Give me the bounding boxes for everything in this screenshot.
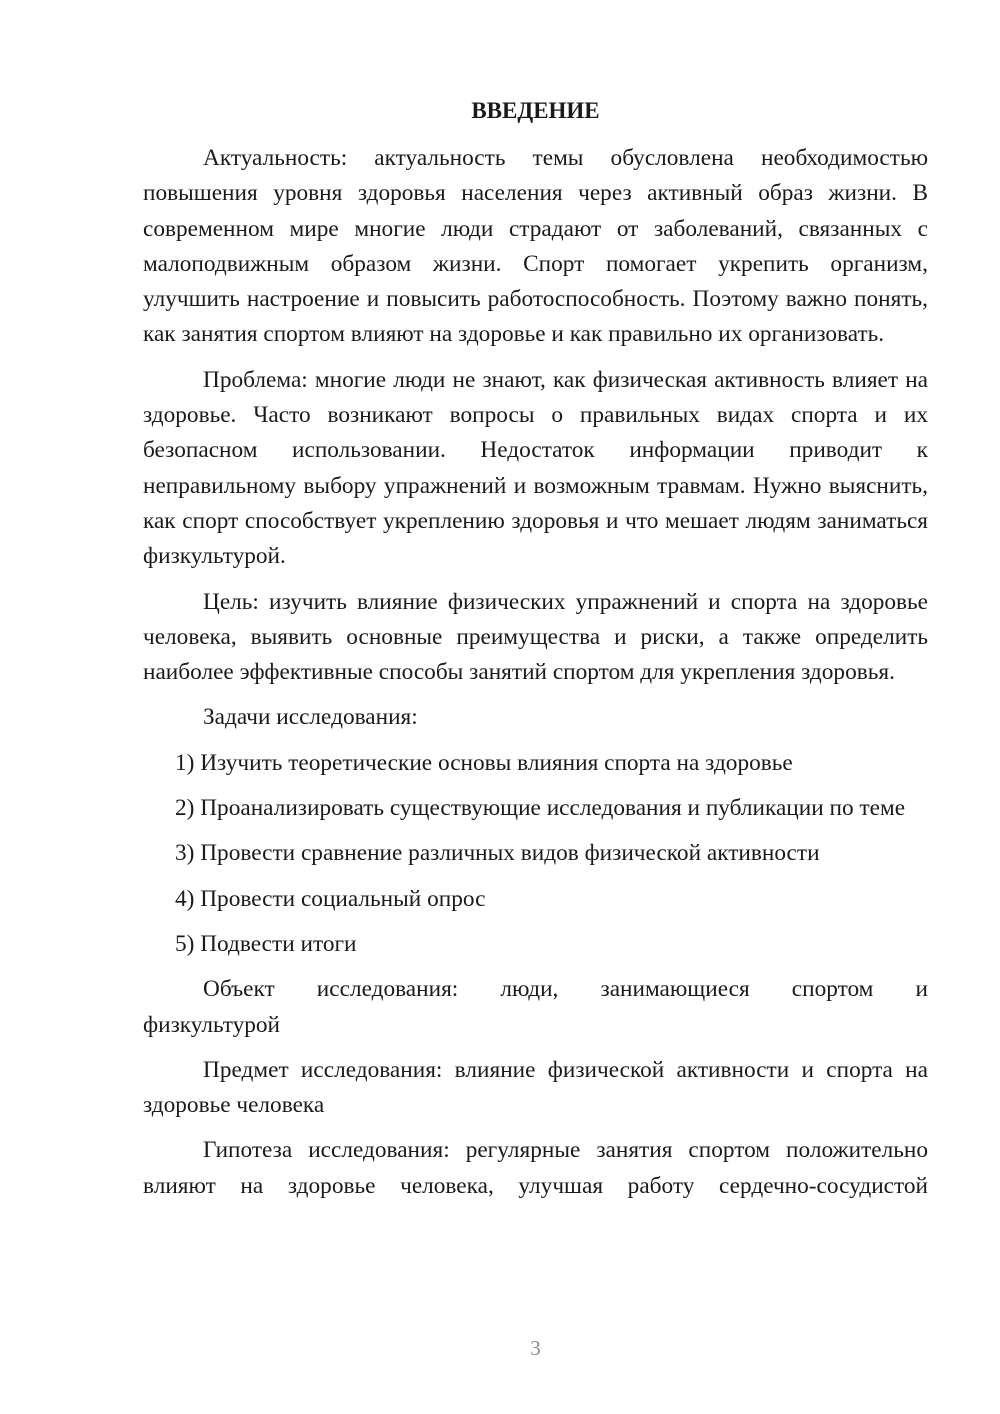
task-item-3: 3) Провести сравнение различных видов физической активности [175,840,820,867]
task-item-5: 5) Подвести итоги [175,930,357,957]
paragraph-subject: Предмет исследования: влияние физической активности и спорта на здоровье человека [143,1056,928,1119]
document-body [143,141,928,1214]
task-item-4: 4) Провести социальный опрос [175,885,486,912]
page-number: 3 [530,1336,541,1360]
paragraph-hypothesis: Гипотеза исследования: регулярные занятия спортом положительно влияют на здоровье человека, улучшая работу сердечно-сосудистой [143,1137,928,1199]
paragraph-problem: Проблема: многие люди не знают, как физическая активность влияет на здоровье. Часто возникают вопросы о правильных видах спорта и их безопасном использовании. Недостаток информации приводит к неправильному выбору упражнений и возможным травмам. Нужно выяснить, как спорт способствует укреплению здоровья и что мешает людям заниматься физкультурой. [143,366,928,570]
object-line-2: физкультурой [143,1011,281,1038]
task-item-2: 2) Проанализировать существующие исследования и публикации по теме [175,795,906,822]
paragraph-relevance: Актуальность: актуальность темы обусловлена необходимостью повышения уровня здоровья населения через активный образ жизни. В современном мире многие люди страдают от заболеваний, связанных с малоподвижным образом жизни. Спорт помогает укрепить организм, улучшить настроение и повысить работоспособность. Поэтому важно понять, как занятия спортом влияют на здоровье и как правильно их организовать. [143,145,928,348]
paragraph-object [143,972,928,1043]
page-title: ВВЕДЕНИЕ [471,98,600,123]
object-line-1: Объект исследования: люди, занимающиеся спортом и [203,976,928,1003]
tasks-heading: Задачи исследования: [203,704,418,731]
document-page [143,0,928,1414]
task-item-1: 1) Изучить теоретические основы влияния спорта на здоровье [175,749,793,776]
paragraph-goal: Цель: изучить влияние физических упражнений и спорта на здоровье человека, выявить основные преимущества и риски, а также определить наиболее эффективные способы занятий спортом для укрепления здоровья. [143,588,928,686]
